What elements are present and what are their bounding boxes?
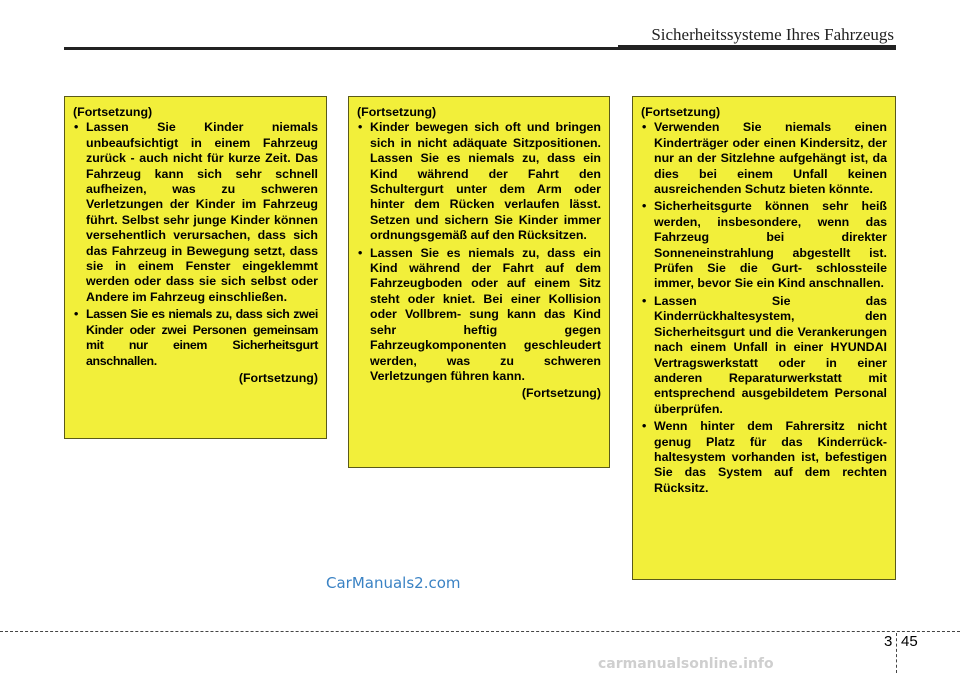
bullet-list	[73, 120, 318, 369]
list-item: • Kinder bewegen sich oft und bringen sich in nicht adäquate Sitzpositionen. Lassen Sie es niemals zu, dass ein Kind während der Fahrt den Schultergurt unter dem Arm oder hinter dem Rücken verlaufen lässt. Setzen und sichern Sie Kinder immer ordnungsgemäß auf den Rücksitzen.	[357, 120, 601, 243]
list-item: • Lassen Sie es niemals zu, dass ein Kind während der Fahrt auf dem Fahrzeugboden oder auf einem Sitz steht oder kniet. Bei einer Kollision oder Vollbrem- sung kann das Kind sehr heftig gegen Fahrzeugkomponenten geschleudert werden, was zu schweren Verletzungen führen kann.	[357, 246, 601, 385]
list-item: • Verwenden Sie niemals einen Kinderträger oder einen Kindersitz, der nur an der Sitzlehne aufgehängt ist, da dies bei einem Unfall keinen ausreichenden Schutz bieten könnte.	[641, 120, 887, 197]
watermark-link[interactable]: CarManuals2.com	[326, 574, 461, 592]
continued-label-top: (Fortsetzung)	[73, 105, 153, 119]
chapter-number: 3	[884, 633, 893, 650]
header-rule	[64, 47, 896, 50]
continued-label-bottom: (Fortsetzung)	[521, 386, 601, 401]
footer-watermark: carmanualsonline.info	[598, 656, 774, 672]
list-item: • Sicherheitsgurte können sehr heiß werden, insbesondere, wenn das Fahrzeug bei direkter Sonneneinstrahlung abgestellt ist. Prüfen Sie die Gurt- schlossteile immer, bevor Sie ein Kind anschnallen.	[641, 199, 887, 291]
bullet-list	[357, 120, 601, 384]
footer-rule	[0, 631, 960, 632]
list-item: • Lassen Sie das Kinderrückhaltesystem, den Sicherheitsgurt und die Verankerungen nach einem Unfall in einer HYUNDAI Vertragswerkstatt oder in einer anderen Reparaturwerkstatt mit entsprechend ausgebildetem Personal überprüfen.	[641, 294, 887, 417]
continued-label-bottom: (Fortsetzung)	[238, 370, 318, 385]
continued-label-top: (Fortsetzung)	[641, 105, 721, 119]
warning-box-1	[64, 96, 327, 439]
list-item: • Wenn hinter dem Fahrersitz nicht genug Platz für das Kinderrück- haltesystem vorhanden ist, befestigen Sie das System auf dem rechten Rücksitz.	[641, 419, 887, 496]
continued-label-top: (Fortsetzung)	[357, 105, 437, 119]
list-item: • Lassen Sie es niemals zu, dass sich zwei Kinder oder zwei Personen gemeinsam mit nur einem Sicherheitsgurt anschnallen.	[73, 307, 318, 369]
page-number: 45	[901, 633, 918, 650]
warning-box-2	[348, 96, 610, 468]
warning-box-3	[632, 96, 896, 580]
page-divider	[896, 633, 897, 673]
header-title: Sicherheitssysteme Ihres Fahrzeugs	[651, 25, 894, 44]
list-item: • Lassen Sie Kinder niemals unbeaufsichtigt in einem Fahrzeug zurück - auch nicht für kurze Zeit. Das Fahrzeug kann sich sehr schnell aufheizen, was zu schweren Verletzungen der Kinder im Fahrzeug führt. Selbst sehr junge Kinder können versehentlich verursachen, dass sich das Fahrzeug in Bewegung setzt, dass sie in einem Fenster eingeklemmt werden oder dass sie sich selbst oder Andere im Fahrzeug einschließen.	[73, 120, 318, 305]
bullet-list	[641, 120, 887, 496]
